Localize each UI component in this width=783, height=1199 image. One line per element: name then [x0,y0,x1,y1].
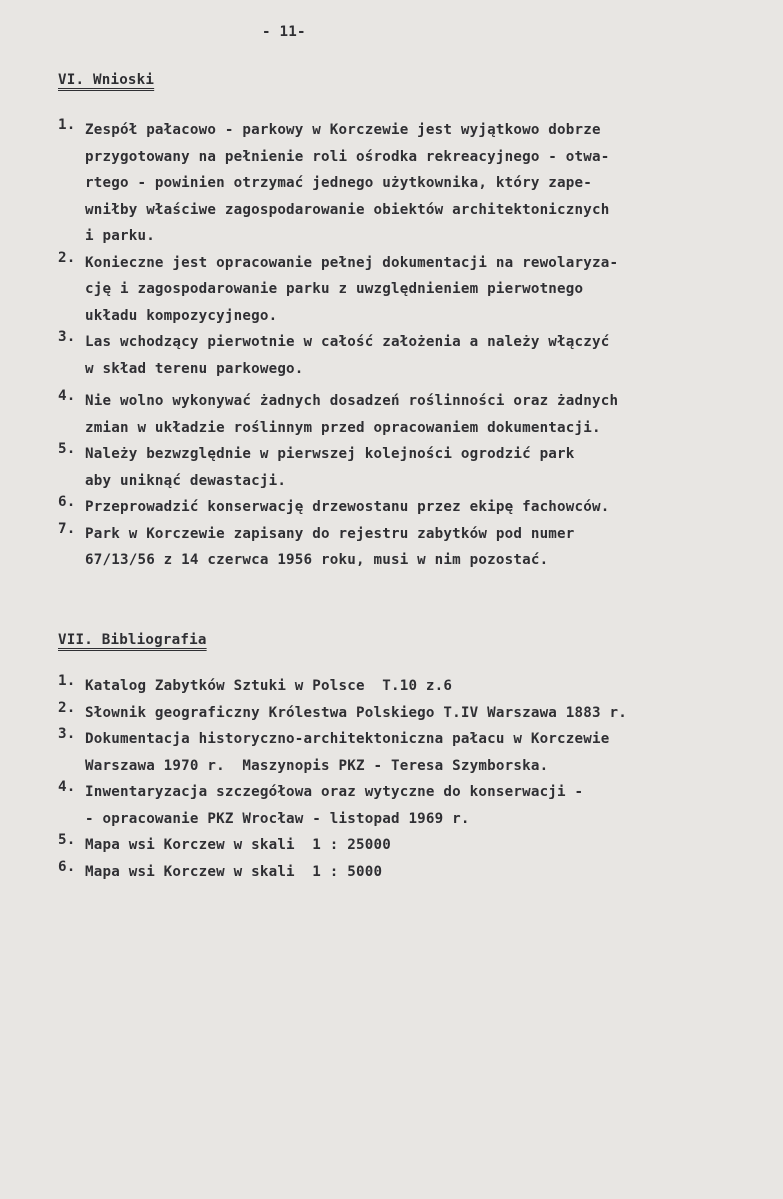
item-text [85,250,758,330]
list-item [58,726,758,779]
item-text [85,521,758,574]
text-line: wniłby właściwe zagospodarowanie obiektów architektonicznych [85,201,610,218]
list-item [58,441,758,494]
item-number: 5. [58,441,76,457]
text-line: Katalog Zabytków Sztuki w Polsce T.10 z.6 [85,678,453,694]
item-number: 4. [58,779,76,795]
item-text [85,388,758,441]
list-item [58,673,758,700]
text-line: i parku. [85,228,155,244]
item-number: 2. [58,699,76,716]
item-text [85,700,758,727]
item-number: 1. [58,673,76,689]
text-line: Las wchodzący pierwotnie w całość założenia a należy włączyć [85,334,610,350]
text-line: rtego - powinien otrzymać jednego użytkownika, który zape- [85,175,593,191]
page-number: - 11- [262,24,306,40]
list-item [58,700,758,727]
text-line: Słownik geograficzny Królestwa Polskiego T.IV Warszawa 1883 r. [85,704,627,721]
item-number: 5. [58,832,76,848]
text-line: - opracowanie PKZ Wrocław - listopad 1969 r. [85,810,470,827]
text-line: Mapa wsi Korczew w skali 1 : 25000 [85,837,391,853]
list-item [58,779,758,832]
list-item [58,329,758,382]
text-line: Park w Korczewie zapisany do rejestru zabytków pod numer [85,525,575,542]
list-item [58,250,758,330]
item-number: 4. [58,388,76,404]
item-number: 3. [58,329,76,345]
text-line: Zespół pałacowo - parkowy w Korczewie jest wyjątkowo dobrze [85,122,601,138]
list-item [58,859,758,886]
item-number: 1. [58,117,76,133]
text-line: Warszawa 1970 r. Maszynopis PKZ - Teresa Szymborska. [85,757,549,774]
section-title-conclusions: VI. Wnioski [58,72,155,88]
conclusions-list [58,117,758,574]
item-number: 6. [58,858,76,875]
item-text [85,726,758,779]
text-line: aby uniknąć dewastacji. [85,472,287,489]
text-line: przygotowany na pełnienie roli ośrodka rekreacyjnego - otwa- [85,148,610,165]
item-text [85,779,758,832]
text-line: Przeprowadzić konserwację drzewostanu przez ekipę fachowców. [85,499,610,515]
item-text [85,329,758,382]
item-text [85,117,758,250]
text-line: cję i zagospodarowanie parku z uwzględnieniem pierwotnego [85,281,584,297]
item-text [85,494,758,521]
text-line: zmian w układzie roślinnym przed opracowaniem dokumentacji. [85,419,601,436]
list-item [58,521,758,574]
item-number: 7. [58,520,76,537]
text-line: Konieczne jest opracowanie pełnej dokumentacji na rewolaryza- [85,254,619,271]
item-number: 2. [58,249,76,266]
section-title-bibliography: VII. Bibliografia [58,632,207,648]
list-item [58,117,758,250]
item-text [85,859,758,886]
text-line: w skład terenu parkowego. [85,360,304,377]
item-text [85,441,758,494]
text-line: Mapa wsi Korczew w skali 1 : 5000 [85,863,383,880]
text-line: Należy bezwzględnie w pierwszej kolejności ogrodzić park [85,446,575,462]
bibliography-list [58,673,758,885]
list-item [58,832,758,859]
text-line: 67/13/56 z 14 czerwca 1956 roku, musi w nim pozostać. [85,552,549,568]
item-text [85,832,758,859]
text-line: Nie wolno wykonywać żadnych dosadzeń roślinności oraz żadnych [85,393,619,409]
text-line: Dokumentacja historyczno-architektoniczna pałacu w Korczewie [85,731,610,747]
list-item [58,388,758,441]
text-line: Inwentaryzacja szczegółowa oraz wytyczne do konserwacji - [85,784,584,800]
item-text [85,673,758,700]
item-number: 6. [58,494,76,510]
text-line: układu kompozycyjnego. [85,307,278,324]
item-number: 3. [58,726,76,742]
list-item [58,494,758,521]
